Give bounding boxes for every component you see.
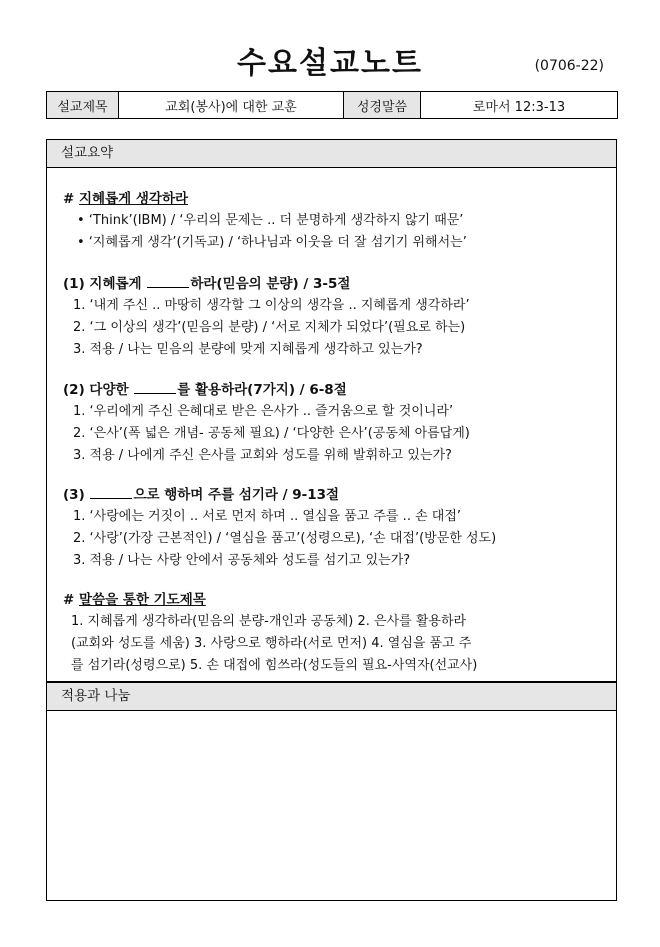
section-3-pre: (3): [63, 487, 90, 503]
prayer-heading-text: 말씀을 통한 기도제목: [79, 592, 206, 608]
intro-heading-text: 지혜롭게 생각하라: [79, 191, 189, 207]
application-notes-area[interactable]: [47, 711, 616, 899]
document-code: (0706-22): [534, 58, 604, 74]
section-3-item: 2. ‘사랑’(가장 근본적인) / ‘열심을 품고’(성령으로), ‘손 대접’(방문한 성도): [73, 531, 497, 546]
section-3-item: 1. ‘사랑에는 거짓이 .. 서로 먼저 하며 .. 열심을 품고 주를 .. 손 대접’: [73, 509, 462, 524]
summary-box: [46, 139, 617, 682]
prayer-line: (교회와 성도를 세움) 3. 사랑으로 행하라(서로 먼저) 4. 열심을 품고 주: [71, 636, 472, 651]
section-1-item: 1. ‘내게 주신 .. 마땅히 생각할 그 이상의 생각을 .. 지혜롭게 생각하라’: [73, 298, 470, 313]
section-2-pre: (2) 다양한: [63, 382, 134, 398]
section-2-item: 1. ‘우리에게 주신 은혜대로 받은 은사가 .. 즐거움으로 할 것이니라’: [73, 404, 454, 419]
section-1-heading: [63, 272, 350, 292]
fill-in-blank: [134, 381, 176, 394]
intro-heading: [63, 187, 188, 207]
prayer-line: 를 섬기라(성령으로) 5. 손 대접에 힘쓰라(성도들의 필요-사역자(선교사): [71, 658, 478, 673]
heading-hash: #: [63, 592, 80, 608]
fill-in-blank: [90, 486, 132, 499]
application-header: 적용과 나눔: [47, 683, 616, 711]
sermon-title-label: 설교제목: [47, 92, 119, 119]
page-title: 수요설교노트: [237, 46, 423, 81]
heading-hash: #: [63, 191, 80, 207]
section-2-item: 3. 적용 / 나에게 주신 은사를 교회와 성도를 위해 발휘하고 있는가?: [73, 448, 452, 463]
sermon-title-value: 교회(봉사)에 대한 교훈: [119, 92, 344, 119]
application-box: [46, 682, 617, 901]
sermon-info-table: [46, 91, 618, 119]
section-3-heading: [63, 483, 339, 503]
section-2-post: 를 활용하라(7가지) / 6-8절: [177, 382, 347, 398]
summary-header: 설교요약: [47, 140, 616, 168]
fill-in-blank: [147, 275, 189, 288]
scripture-value: 로마서 12:3-13: [421, 92, 618, 119]
section-1-pre: (1) 지혜롭게: [63, 276, 147, 292]
prayer-line: 1. 지혜롭게 생각하라(믿음의 분량-개인과 공동체) 2. 은사를 활용하라: [71, 614, 467, 629]
section-1-item: 3. 적용 / 나는 믿음의 분량에 맞게 지혜롭게 생각하고 있는가?: [73, 342, 423, 357]
section-2-heading: [63, 378, 347, 398]
intro-bullet: • ‘지혜롭게 생각’(기독교) / ‘하나님과 이웃을 더 잘 섬기기 위해서는’: [77, 235, 467, 250]
prayer-heading: [63, 588, 206, 608]
scripture-label: 성경말씀: [344, 92, 421, 119]
section-3-post: 으로 행하며 주를 섬기라 / 9-13절: [133, 487, 340, 503]
intro-bullet: • ‘Think’(IBM) / ‘우리의 문제는 .. 더 분명하게 생각하지 않기 때문’: [77, 213, 464, 228]
section-2-item: 2. ‘은사’(폭 넓은 개념- 공동체 필요) / ‘다양한 은사’(공동체 아름답게): [73, 426, 470, 441]
section-1-item: 2. ‘그 이상의 생각’(믿음의 분량) / ‘서로 지체가 되었다’(필요로 하는): [73, 320, 466, 335]
section-3-item: 3. 적용 / 나는 사랑 안에서 공동체와 성도를 섬기고 있는가?: [73, 553, 411, 568]
section-1-post: 하라(믿음의 분량) / 3-5절: [190, 276, 351, 292]
